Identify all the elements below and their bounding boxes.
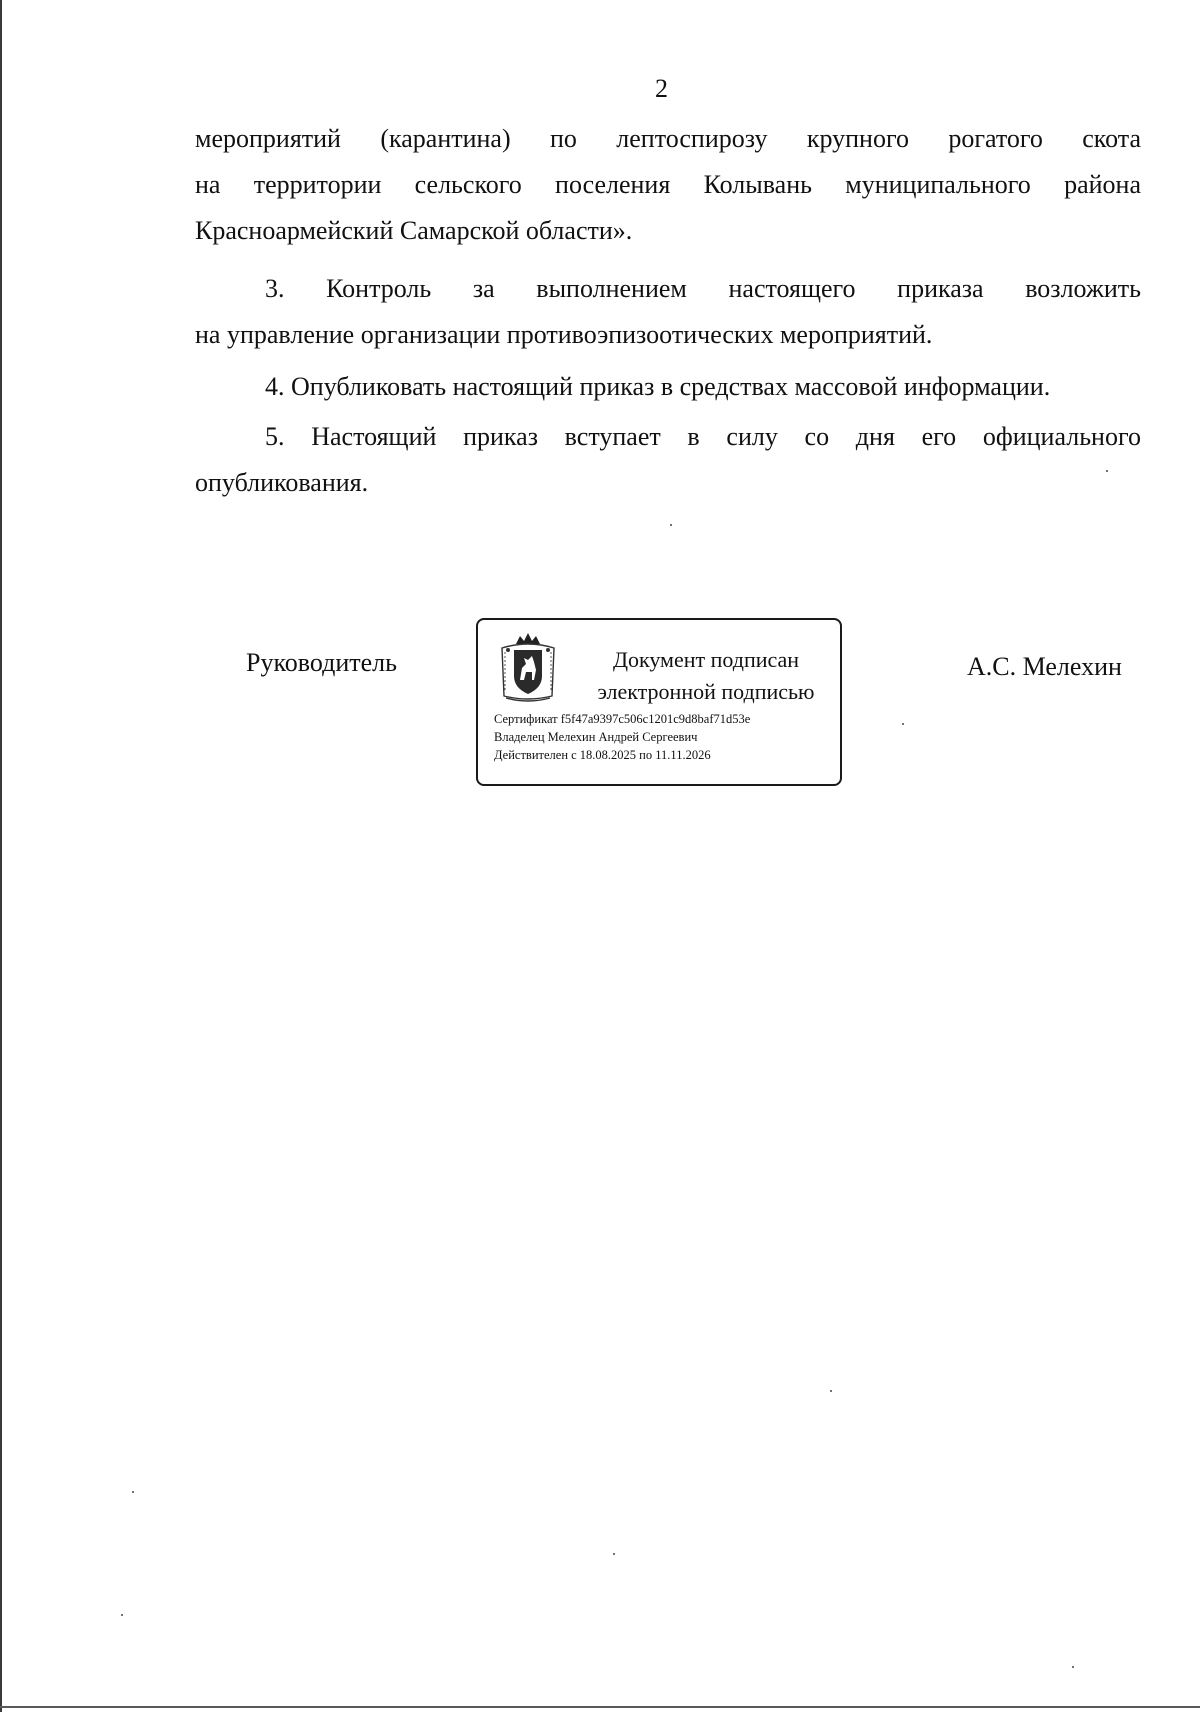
stamp-owner: Владелец Мелехин Андрей Сергеевич: [494, 730, 698, 744]
stamp-validity: Действителен с 18.08.2025 по 11.11.2026: [494, 748, 711, 762]
paragraph-quarantine-continuation: [195, 116, 1141, 254]
text-line: на территории сельского поселения Колывань муниципального района: [195, 170, 1141, 199]
scan-edge-left: [0, 0, 2, 1712]
stamp-heading-line-2: электронной подписью: [597, 679, 815, 704]
paragraph-item-3: [195, 266, 1141, 358]
signer-name: А.С. Мелехин: [967, 652, 1122, 681]
scan-speck: [132, 1491, 134, 1493]
scan-speck: [902, 723, 904, 725]
scan-edge-bottom: [0, 1706, 1200, 1708]
scan-speck: [1106, 470, 1108, 472]
scan-speck: [1072, 1666, 1074, 1668]
scan-speck: [613, 1553, 615, 1555]
page-number: 2: [655, 74, 668, 103]
scan-speck: [670, 524, 672, 526]
text-line: мероприятий (карантина) по лептоспирозу крупного рогатого скота: [195, 124, 1141, 153]
stamp-heading: [578, 644, 834, 708]
stamp-heading-line-1: Документ подписан: [612, 647, 800, 672]
scan-speck: [121, 1614, 123, 1616]
samara-region-coat-of-arms-icon: [496, 630, 560, 704]
scan-speck: [830, 1390, 832, 1392]
text-line: 5. Настоящий приказ вступает в силу со дня его официального: [265, 422, 1141, 451]
stamp-certificate: Сертификат f5f47a9397c506c1201c9d8baf71d53e: [494, 712, 751, 726]
paragraph-item-4: [195, 364, 1141, 410]
text-line: Красноармейский Самарской области».: [195, 216, 633, 245]
text-line: на управление организации противоэпизоотических мероприятий.: [195, 320, 933, 349]
text-line: опубликования.: [195, 468, 369, 497]
paragraph-item-5: [195, 414, 1141, 506]
text-line: 4. Опубликовать настоящий приказ в средствах массовой информации.: [265, 372, 1051, 401]
text-line: 3. Контроль за выполнением настоящего приказа возложить: [265, 274, 1141, 303]
signer-title: Руководитель: [246, 648, 397, 677]
electronic-signature-stamp: [476, 618, 842, 786]
